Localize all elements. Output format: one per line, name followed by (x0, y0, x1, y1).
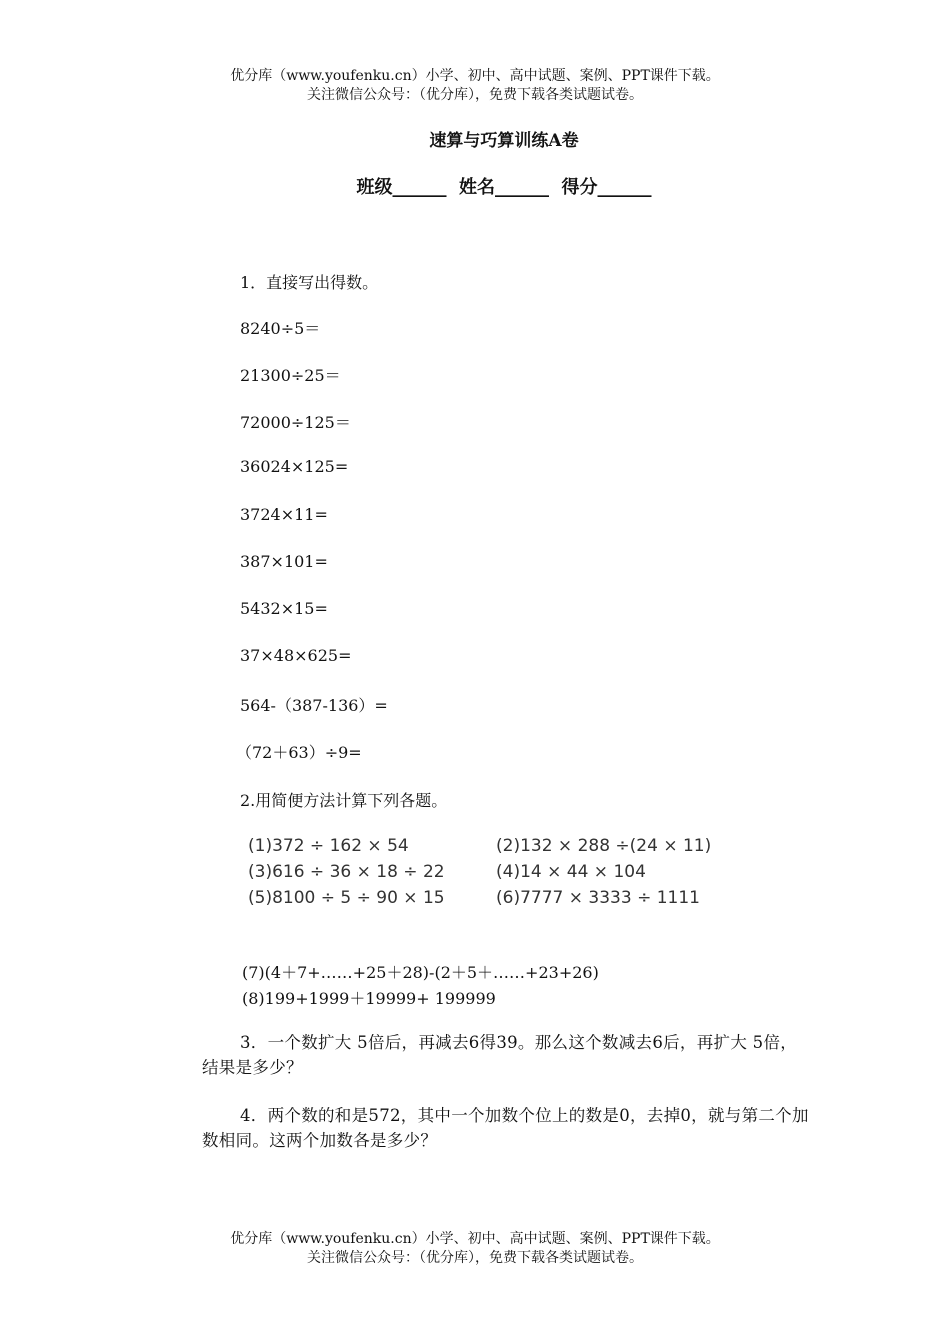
q1-item-1: 8240÷5＝ (240, 319, 321, 338)
q1-item-4: 36024×125= (240, 457, 349, 476)
q2-item-5: (5)8100 ÷ 5 ÷ 90 × 15 (248, 888, 445, 908)
q2-heading: 2.用简便方法计算下列各题。 (240, 791, 448, 810)
student-info-line: 班级______ 姓名______ 得分______ (356, 177, 652, 198)
q2-item-6: (6)7777 × 3333 ÷ 1111 (496, 888, 700, 908)
q2-item-2: (2)132 × 288 ÷(24 × 11) (496, 836, 712, 856)
q1-item-9: 564-（387-136）= (240, 696, 388, 715)
q4-text: 4．两个数的和是572，其中一个加数个位上的数是0，去掉0，就与第二个加数相同。这两个加数各是多少？ (202, 1106, 809, 1150)
q1-heading: 1．直接写出得数。 (240, 273, 379, 292)
footer-line-2: 关注微信公众号：（优分库），免费下载各类试题试卷。 (307, 1250, 643, 1266)
q2-item-3: (3)616 ÷ 36 × 18 ÷ 22 (248, 862, 445, 882)
header-line-2: 关注微信公众号：（优分库），免费下载各类试题试卷。 (307, 87, 643, 103)
q1-item-8: 37×48×625= (240, 646, 352, 665)
q2-expression-image (248, 836, 728, 916)
q2-item-7: (7)(4＋7+……+25＋28)-(2＋5＋……+23+26) (242, 963, 599, 982)
q1-item-3: 72000÷125＝ (240, 413, 351, 432)
footer-line-1: 优分库（www.youfenku.cn）小学、初中、高中试题、案例、PPT课件下载。 (230, 1231, 720, 1247)
header-line-1: 优分库（www.youfenku.cn）小学、初中、高中试题、案例、PPT课件下载。 (230, 68, 720, 84)
q2-item-8: (8)199+1999＋19999+ 199999 (242, 989, 496, 1008)
q2-item-4: (4)14 × 44 × 104 (496, 862, 646, 882)
q1-item-7: 5432×15= (240, 599, 328, 618)
q3-text: 3．一个数扩大 5倍后，再减去6得39。那么这个数减去6后，再扩大 5倍，结果是多少？ (202, 1033, 798, 1077)
q1-item-6: 387×101= (240, 552, 328, 571)
page-title: 速算与巧算训练A卷 (429, 131, 579, 151)
q1-item-10: （72＋63）÷9= (236, 743, 362, 762)
q2-item-1: (1)372 ÷ 162 × 54 (248, 836, 409, 856)
q1-item-5: 3724×11= (240, 505, 328, 524)
q1-item-2: 21300÷25＝ (240, 366, 341, 385)
